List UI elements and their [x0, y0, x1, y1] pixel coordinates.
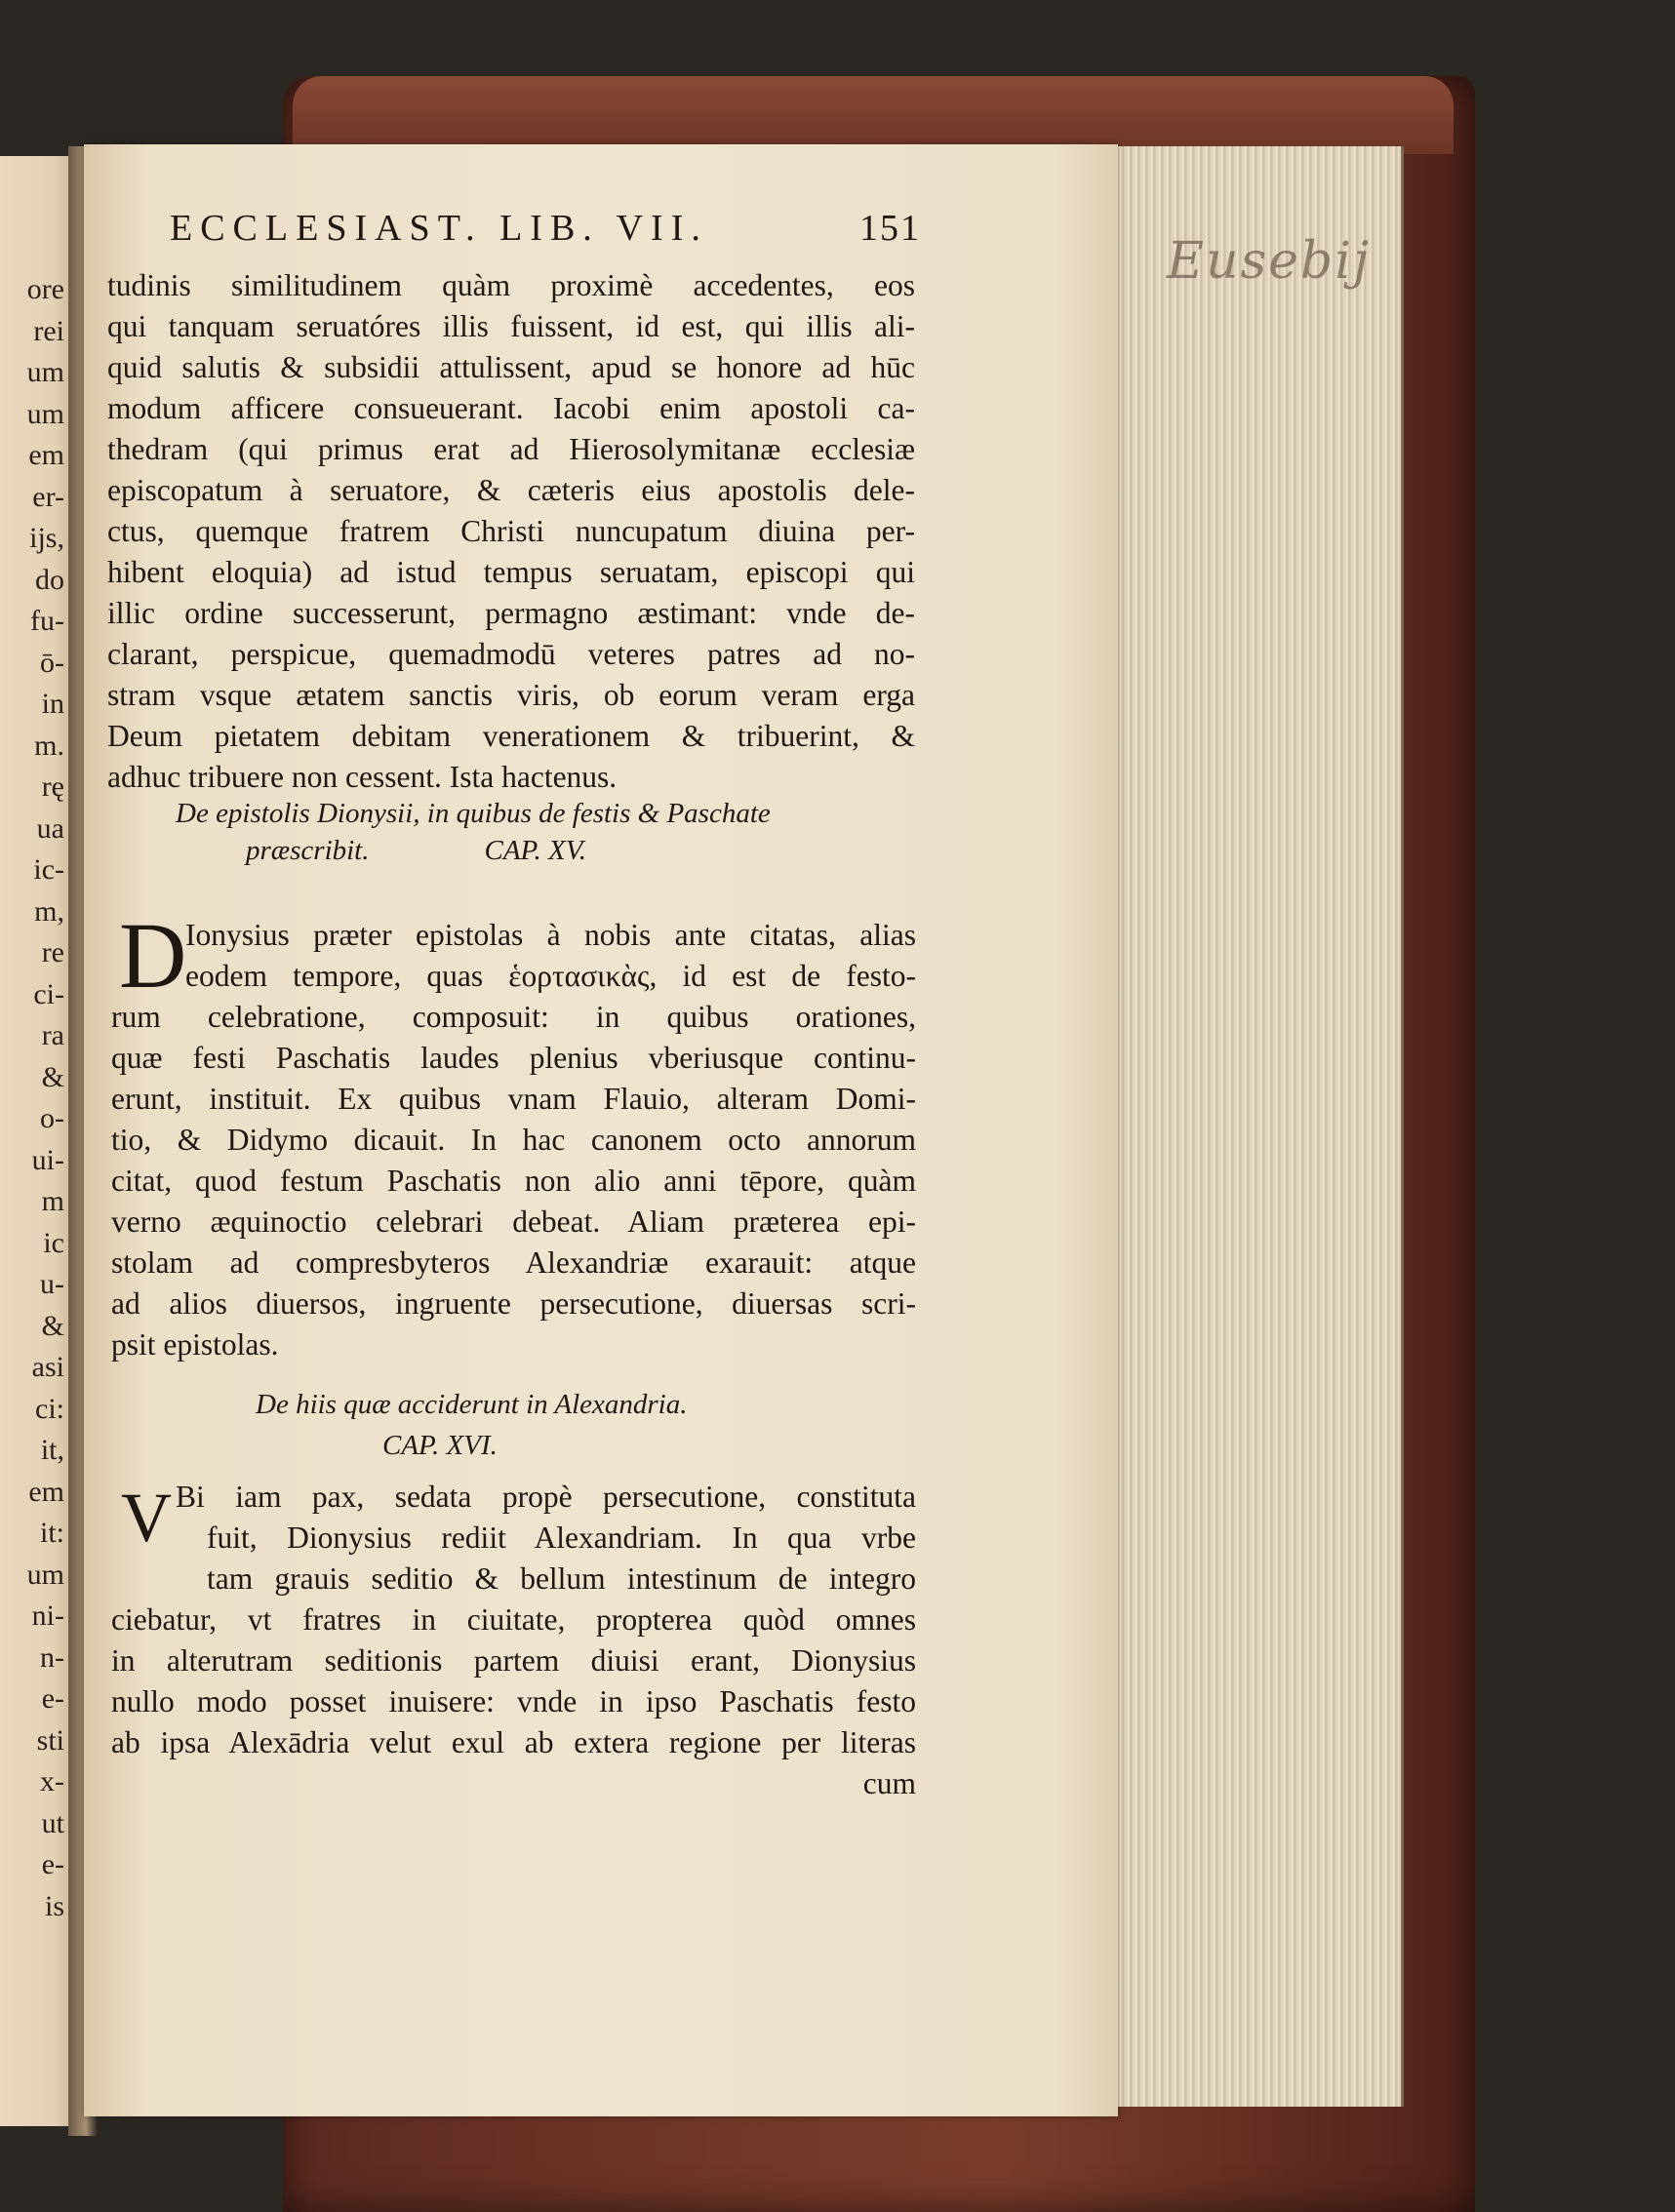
text-line: hibent eloquia) ad istud tempus seruatam, episcopi qui: [107, 555, 915, 589]
text-line: ab ipsa Alexādria velut exul ab extera regione per literas: [111, 1725, 916, 1759]
heading-text: præscribit.: [246, 835, 370, 866]
left-page-fragment: in: [41, 688, 64, 720]
drop-cap: V: [121, 1479, 172, 1557]
book-cover-top-edge: [293, 76, 1454, 154]
left-page-fragment: u-: [40, 1268, 64, 1300]
left-page-fragment: ra: [41, 1019, 64, 1051]
chapter-number: CAP. XV.: [484, 835, 586, 866]
left-page-fragment: &: [41, 1309, 64, 1342]
paragraph-3: [111, 1477, 950, 1804]
paragraph-1: [107, 265, 946, 798]
left-page-fragment: m,: [34, 894, 64, 928]
text-line: episcopatum à seruatore, & cæteris eius apostolis dele-: [107, 473, 915, 507]
text-line: qui tanquam seruatóres illis fuissent, id est, qui illis ali-: [107, 309, 915, 343]
left-page-fragment: ci:: [35, 1392, 64, 1425]
text-line: tudinis similitudinem quàm proximè accedentes, eos: [107, 268, 915, 302]
left-page-fragment: ic-: [33, 853, 64, 886]
text-line: ad alios diuersos, ingruente persecutione, diuersas scri-: [111, 1286, 916, 1321]
left-page-fragment: re: [41, 936, 64, 968]
text-line: psit epistolas.: [111, 1327, 279, 1362]
paragraph-2: [111, 915, 950, 1365]
left-page-fragment: em: [28, 1475, 64, 1508]
text-line: Bi iam pax, sedata propè persecutione, constituta: [176, 1480, 916, 1514]
chapter-heading-15-line2: [246, 835, 586, 867]
left-page-fragment: fu-: [30, 605, 64, 637]
left-page-fragment: sti: [36, 1723, 64, 1757]
left-page-fragment: rei: [33, 314, 64, 347]
left-page-fragment: ore: [26, 273, 64, 305]
left-page-fragment: ci-: [33, 977, 64, 1010]
left-page-fragment: ui-: [31, 1143, 64, 1176]
text-line: ctus, quemque fratrem Christi nuncupatum diuina per-: [107, 514, 915, 548]
catchword: cum: [862, 1766, 916, 1800]
text-line: erunt, instituit. Ex quibus vnam Flauio, alteram Domi-: [111, 1082, 916, 1116]
left-facing-page: [0, 156, 76, 2126]
left-page-fragment: um: [26, 397, 64, 430]
text-line: verno æquinoctio celebrari debeat. Aliam prӕterea epi-: [111, 1205, 916, 1239]
text-line: nullo modo posset inuisere: vnde in ipso Paschatis festo: [111, 1684, 916, 1718]
left-page-fragment: &: [41, 1060, 64, 1093]
left-page-fragment: ic: [43, 1226, 64, 1259]
text-line: ciebatur, vt fratres in ciuitate, propterea quòd omnes: [111, 1602, 916, 1637]
left-page-fragment: it,: [40, 1434, 64, 1466]
left-page-fragment: ō-: [40, 646, 64, 679]
page-number: 151: [859, 208, 921, 249]
text-line: in alterutram seditionis partem diuisi erant, Dionysius: [111, 1643, 916, 1678]
text-line: quæ festi Paschatis laudes plenius vberiusque continu-: [111, 1041, 916, 1075]
left-page-fragment: um: [26, 1558, 64, 1591]
left-page-fragment: it:: [39, 1517, 64, 1549]
text-line: Ionysius præter epistolas à nobis ante citatas, alias: [185, 918, 916, 952]
fore-edge-inscription: Eusebij: [1167, 232, 1371, 291]
left-page-fragment: rę: [41, 770, 64, 803]
left-page-fragment: um: [26, 356, 64, 388]
left-page-fragment: e-: [41, 1848, 64, 1880]
chapter-number: CAP. XVI.: [382, 1430, 498, 1461]
left-page-fragment: e-: [41, 1682, 64, 1715]
text-line: rum celebratione, composuit: in quibus orationes,: [111, 1000, 916, 1034]
left-page-fragment: er-: [32, 480, 64, 513]
left-page-fragment: x-: [40, 1765, 64, 1797]
left-page-fragment: do: [35, 563, 64, 596]
text-line: eodem tempore, quas ἑορτασικὰς, id est de festo-: [185, 959, 916, 993]
text-line: quid salutis & subsidii attulissent, apud se honore ad hūc: [107, 350, 915, 384]
page-fore-edge: [1118, 146, 1404, 2107]
text-line: fuit, Dionysius rediit Alexandriam. In qua vrbe: [207, 1521, 916, 1555]
text-line: illic ordine successerunt, permagno æstimant: vnde de-: [107, 596, 915, 630]
text-line: stolam ad compresbyteros Alexandriæ exarauit: atque: [111, 1245, 916, 1280]
left-page-fragment: ua: [36, 811, 64, 845]
text-line: tam grauis seditio & bellum intestinum de integro: [207, 1561, 916, 1596]
left-page-fragment: ijs,: [29, 522, 64, 554]
text-line: tio, & Didymo dicauit. In hac canonem octo annorum: [111, 1123, 916, 1157]
running-header: [170, 207, 921, 250]
chapter-heading-15: De epistolis Dionysii, in quibus de festis & Paschate: [176, 798, 771, 829]
left-page-fragment: o-: [40, 1102, 64, 1134]
text-line: clarant, perspicue, quemadmodū veteres patres ad no-: [107, 637, 915, 671]
running-title: ECCLESIAST. LIB. VII.: [170, 208, 708, 249]
left-page-fragment: em: [28, 439, 64, 471]
text-line: thedram (qui primus erat ad Hierosolymitanæ ecclesiæ: [107, 432, 915, 466]
left-page-fragment: asi: [31, 1351, 64, 1383]
left-page-fragment: is: [44, 1889, 64, 1922]
left-page-fragment: ni-: [31, 1600, 64, 1632]
text-line: stram vsque ætatem sanctis viris, ob eorum veram erga: [107, 678, 915, 712]
text-line: adhuc tribuere non cessent. Ista hactenus.: [107, 760, 618, 794]
text-line: Deum pietatem debitam venerationem & tribuerint, &: [107, 719, 915, 753]
left-page-fragment: m.: [34, 729, 64, 762]
left-page-fragment: n-: [40, 1640, 64, 1674]
text-line: citat, quod festum Paschatis non alio anni tēpore, quàm: [111, 1164, 916, 1198]
drop-cap: D: [119, 903, 187, 1007]
left-page-fragment: m: [41, 1185, 64, 1217]
left-page-fragment: ut: [41, 1806, 64, 1839]
text-line: modum afficere consueuerant. Iacobi enim apostoli ca-: [107, 391, 915, 425]
chapter-heading-16: De hiis quæ acciderunt in Alexandria.: [256, 1389, 688, 1420]
